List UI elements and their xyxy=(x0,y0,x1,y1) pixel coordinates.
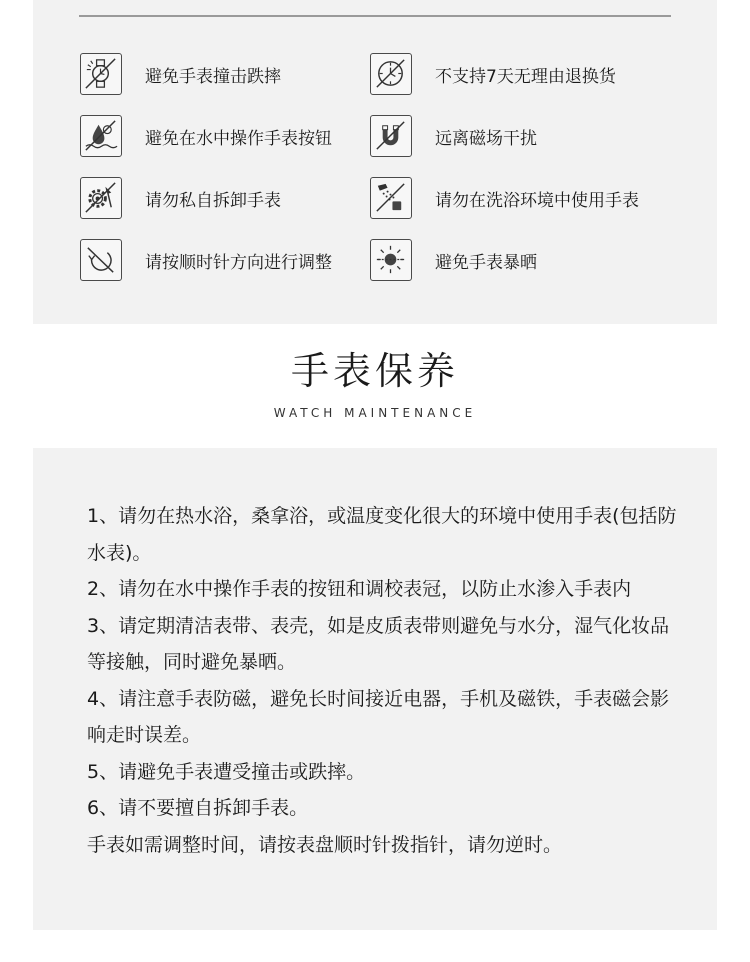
water-icon xyxy=(80,115,122,157)
tip-item: 3、请定期清洁表带、表壳，如是皮质表带则避免与水分，湿气化妆品等接触，同时避免暴晒。 xyxy=(87,614,670,673)
shower-icon xyxy=(370,177,412,219)
warning-label: 不支持7天无理由退换货 xyxy=(435,66,616,87)
sun-icon xyxy=(370,239,412,281)
tip-item: 1、请勿在热水浴，桑拿浴，或温度变化很大的环境中使用手表(包括防水表)。 xyxy=(87,505,677,564)
tip-item: 2、请勿在水中操作手表的按钮和调校表冠，以防止水渗入手表内 xyxy=(87,578,632,600)
tip-item: 手表如需调整时间，请按表盘顺时针拨指针，请勿逆时。 xyxy=(87,833,563,856)
shock-icon xyxy=(80,53,122,95)
warning-item xyxy=(370,52,616,96)
section-subtitle: WATCH MAINTENANCE xyxy=(273,406,477,420)
section-heading xyxy=(0,340,750,420)
divider xyxy=(79,15,671,17)
warning-label: 避免手表撞击跌摔 xyxy=(145,66,281,87)
tip-item: 4、请注意手表防磁，避免长时间接近电器，手机及磁铁，手表磁会影响走时误差。 xyxy=(87,687,670,746)
warning-label: 避免在水中操作手表按钮 xyxy=(145,128,332,149)
warning-item xyxy=(80,176,281,220)
warning-label: 请勿私自拆卸手表 xyxy=(145,190,281,211)
warning-label: 避免手表暴晒 xyxy=(435,252,537,273)
warning-label: 请勿在洗浴环境中使用手表 xyxy=(435,190,639,211)
clockwise-icon xyxy=(80,239,122,281)
maintenance-tips xyxy=(87,498,677,863)
calendar-icon xyxy=(370,53,412,95)
warning-item xyxy=(80,52,281,96)
section-title: 手表保养 xyxy=(290,349,459,393)
warning-item xyxy=(80,238,332,282)
warning-label: 请按顺时针方向进行调整 xyxy=(145,252,332,273)
warning-item xyxy=(80,114,332,158)
magnet-icon xyxy=(370,115,412,157)
tip-item: 6、请不要擅自拆卸手表。 xyxy=(87,797,309,819)
warning-item xyxy=(370,238,537,282)
warning-item xyxy=(370,114,537,158)
gear-icon xyxy=(80,177,122,219)
warning-item xyxy=(370,176,639,220)
tip-item: 5、请避免手表遭受撞击或跌摔。 xyxy=(87,760,366,783)
warning-label: 远离磁场干扰 xyxy=(435,128,537,149)
